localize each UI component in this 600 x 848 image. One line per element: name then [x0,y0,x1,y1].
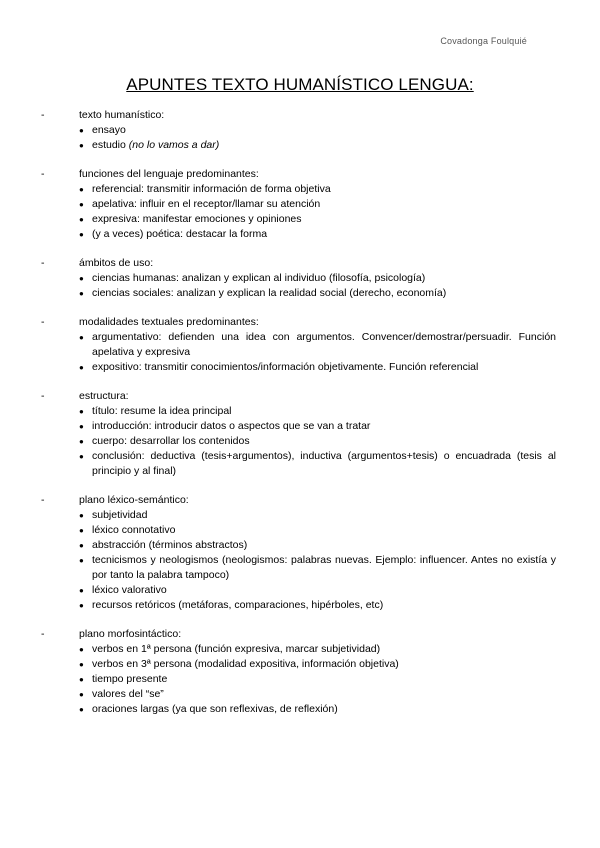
section-dash: - [41,168,45,180]
list-item: ● introducción: introducir datos o aspectos que se van a tratar [79,420,371,432]
bullet-list [0,123,600,153]
list-item: ● subjetividad [79,509,148,521]
list-item: ● tecnicismos y neologismos (neologismos: palabras nuevas. Ejemplo: influencer. Antes no existía y por tanto la palabra tampoco) [79,554,556,581]
section-heading: ámbitos de uso: [79,257,154,269]
section-heading: estructura: [79,390,129,402]
list-item: ● apelativa: influir en el receptor/llamar su atención [79,198,321,210]
bullet-icon: ● [79,675,84,684]
list-item: ● verbos en 3ª persona (modalidad expositiva, información objetiva) [79,658,399,670]
author-name: Covadonga Foulquié [440,36,527,46]
page-title: APUNTES TEXTO HUMANÍSTICO LENGUA: [126,75,474,94]
section-estructura [0,389,600,479]
bullet-icon: ● [79,586,84,595]
section-dash: - [41,494,45,506]
list-item: ● (y a veces) poética: destacar la forma [79,228,268,240]
notes-content [0,108,600,731]
bullet-icon: ● [79,556,84,565]
section-dash: - [41,628,45,640]
list-item: ● expositivo: transmitir conocimientos/información objetivamente. Función referencial [79,361,479,373]
section-heading: modalidades textuales predominantes: [79,316,259,328]
bullet-icon: ● [79,645,84,654]
list-item: ● tiempo presente [79,673,168,685]
list-item: ● conclusión: deductiva (tesis+argumentos), inductiva (argumentos+tesis) o encuadrada (tesis al principio y al final) [79,450,556,477]
section-dash: - [41,257,45,269]
bullet-icon: ● [79,601,84,610]
list-item: ● ensayo [79,124,126,136]
bullet-icon: ● [79,230,84,239]
list-item: ● verbos en 1ª persona (función expresiva, marcar subjetividad) [79,643,381,655]
section-heading: plano léxico-semántico: [79,494,189,506]
list-item: ● cuerpo: desarrollar los contenidos [79,435,250,447]
bullet-icon: ● [79,363,84,372]
bullet-icon: ● [79,690,84,699]
bullet-icon: ● [79,407,84,416]
bullet-list [0,642,600,717]
section-dash: - [41,316,45,328]
section-plano-lexico-semantico [0,493,600,613]
list-item: ● estudio (no lo vamos a dar) [79,139,220,151]
bullet-list [0,271,600,301]
bullet-list [0,508,600,613]
bullet-icon: ● [79,526,84,535]
list-item: ● ciencias sociales: analizan y explican la realidad social (derecho, economía) [79,287,447,299]
list-item: ● abstracción (términos abstractos) [79,539,248,551]
bullet-icon: ● [79,541,84,550]
bullet-icon: ● [79,333,84,342]
list-item: ● recursos retóricos (metáforas, comparaciones, hipérboles, etc) [79,599,384,611]
section-heading: plano morfosintáctico: [79,628,182,640]
section-modalidades-textuales [0,315,600,375]
section-texto-humanistico [0,108,600,153]
bullet-list [0,330,600,375]
bullet-icon: ● [79,511,84,520]
list-item: ● referencial: transmitir información de forma objetiva [79,183,331,195]
bullet-icon: ● [79,274,84,283]
bullet-icon: ● [79,141,84,150]
section-ambitos-uso [0,256,600,301]
section-plano-morfosintactico [0,627,600,717]
bullet-icon: ● [79,705,84,714]
list-item: ● léxico connotativo [79,524,176,536]
bullet-icon: ● [79,215,84,224]
bullet-list [0,404,600,479]
section-heading: texto humanístico: [79,109,165,121]
section-heading: funciones del lenguaje predominantes: [79,168,259,180]
item-note: (no lo vamos a dar) [128,139,220,151]
bullet-list [0,182,600,242]
bullet-icon: ● [79,422,84,431]
section-dash: - [41,390,45,402]
list-item: ● léxico valorativo [79,584,167,596]
list-item: ● valores del “se” [79,688,164,700]
bullet-icon: ● [79,126,84,135]
bullet-icon: ● [79,452,84,461]
bullet-icon: ● [79,660,84,669]
bullet-icon: ● [79,289,84,298]
bullet-icon: ● [79,200,84,209]
list-item: ● oraciones largas (ya que son reflexivas, de reflexión) [79,703,338,715]
section-funciones-lenguaje [0,167,600,242]
list-item: ● expresiva: manifestar emociones y opiniones [79,213,302,225]
list-item: ● ciencias humanas: analizan y explican al individuo (filosofía, psicología) [79,272,426,284]
bullet-icon: ● [79,437,84,446]
list-item: ● título: resume la idea principal [79,405,232,417]
bullet-icon: ● [79,185,84,194]
list-item: ● argumentativo: defienden una idea con argumentos. Convencer/demostrar/persuadir. Función apelativa y expresiva [79,331,556,358]
section-dash: - [41,109,45,121]
